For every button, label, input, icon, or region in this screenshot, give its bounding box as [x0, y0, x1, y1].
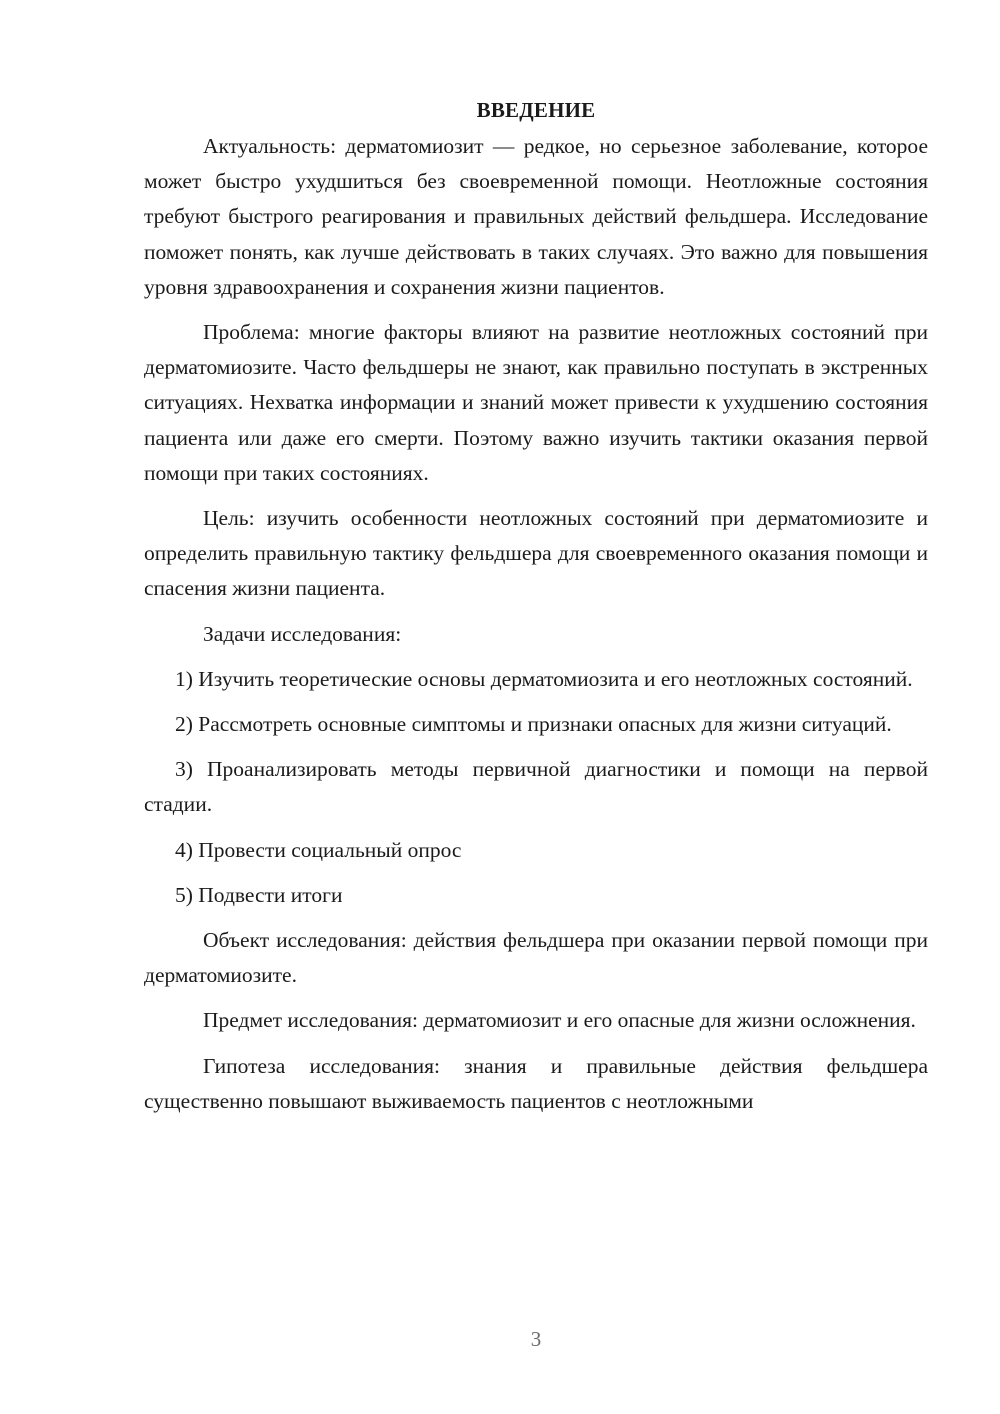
task-item-5: 5) Подвести итоги: [175, 882, 343, 907]
hypothesis-paragraph: Гипотеза исследования: знания и правильные действия фельдшера существенно повышают выживаемость пациентов с неотложными: [144, 1053, 928, 1113]
task-item-4: 4) Провести социальный опрос: [175, 837, 462, 862]
relevance-paragraph: Актуальность: дерматомиозит — редкое, но серьезное заболевание, которое может быстро ухудшиться без своевременной помощи. Неотложные состояния требуют быстрого реагирования и правильных действий фельдшера. Исследование поможет понять, как лучше действовать в таких случаях. Это важно для повышения уровня здравоохранения и сохранения жизни пациентов.: [144, 134, 928, 299]
object-paragraph: Объект исследования: действия фельдшера при оказании первой помощи при дерматомиозите.: [144, 928, 928, 988]
page-content: [144, 93, 928, 1129]
page-title: ВВЕДЕНИЕ: [476, 98, 596, 122]
problem-paragraph: Проблема: многие факторы влияют на развитие неотложных состояний при дерматомиозите. Часто фельдшеры не знают, как правильно поступать в экстренных ситуациях. Нехватка информации и знаний может привести к ухудшению состояния пациента или даже его смерти. Поэтому важно изучить тактики оказания первой помощи при таких состояниях.: [144, 320, 928, 485]
task-item-3: 3) Проанализировать методы первичной диагностики и помощи на первой стадии.: [144, 757, 928, 817]
subject-paragraph: Предмет исследования: дерматомиозит и его опасные для жизни осложнения.: [203, 1008, 916, 1033]
page-number: 3: [530, 1327, 542, 1351]
task-item-2: 2) Рассмотреть основные симптомы и признаки опасных для жизни ситуаций.: [175, 712, 892, 737]
task-item-1: 1) Изучить теоретические основы дерматомиозита и его неотложных состояний.: [175, 666, 913, 691]
tasks-heading: Задачи исследования:: [203, 621, 402, 646]
goal-paragraph: Цель: изучить особенности неотложных состояний при дерматомиозите и определить правильную тактику фельдшера для своевременного оказания помощи и спасения жизни пациента.: [144, 506, 928, 601]
